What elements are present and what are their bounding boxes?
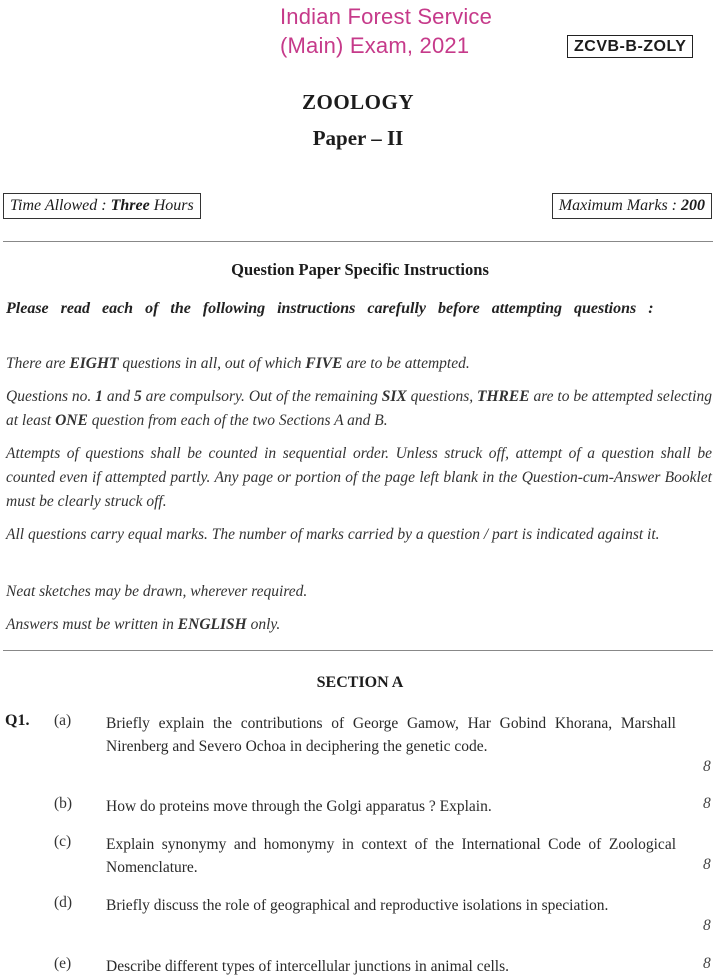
instr-text: questions, — [406, 388, 477, 405]
instr-text: and — [102, 388, 134, 405]
instr-text: questions in all, out of which — [118, 355, 306, 372]
paper-title: Paper – II — [312, 126, 404, 150]
max-marks-box — [552, 193, 712, 219]
subject-title: ZOOLOGY — [301, 90, 415, 114]
instructions-intro: Please read each of the following instructions carefully before attempting questions : — [6, 300, 654, 317]
instr-emph: THREE — [477, 388, 530, 405]
instruction-1 — [6, 352, 712, 376]
question-number: Q1. — [5, 712, 30, 729]
part-marks: 8 — [703, 955, 711, 972]
part-text: Briefly discuss the role of geographical and reproductive isolations in speciation. — [106, 897, 609, 914]
part-text: How do proteins move through the Golgi apparatus ? Explain. — [106, 798, 492, 815]
instruction-6 — [6, 613, 712, 637]
instr-emph: SIX — [381, 388, 407, 405]
instruction-3: Attempts of questions shall be counted in sequential order. Unless struck off, attempt of a question shall be counted even if attempted partly. Any page or portion of the page left blank in the Question-cum-Answer Booklet must be clearly struck off. — [6, 445, 712, 510]
instr-emph: 5 — [133, 388, 142, 405]
instr-emph: 1 — [95, 388, 103, 405]
instr-text: are to be attempted selecting at least — [6, 388, 712, 429]
part-marks: 8 — [703, 795, 711, 812]
time-allowed-unit: Hours — [153, 197, 194, 214]
instruction-4: All questions carry equal marks. The number of marks carried by a question / part is indicated against it. — [6, 526, 660, 543]
instr-text: Answers must be written in — [6, 616, 178, 633]
exam-stamp — [280, 2, 492, 60]
instr-text: only. — [246, 616, 281, 633]
part-marks: 8 — [703, 758, 711, 775]
max-marks-value: 200 — [681, 197, 705, 214]
paper-code: ZCVB-B-ZOLY — [567, 35, 693, 58]
max-marks-label: Maximum Marks : — [558, 197, 677, 214]
part-marks: 8 — [703, 917, 711, 934]
part-text: Describe different types of intercellular junctions in animal cells. — [106, 958, 510, 975]
instr-emph: ONE — [55, 412, 88, 429]
divider-top — [3, 241, 713, 242]
part-text: Explain synonymy and homonymy in context of the International Code of Zoological Nomenclature. — [106, 836, 676, 876]
instr-text: are compulsory. Out of the remaining — [141, 388, 382, 405]
divider-bottom — [3, 650, 713, 651]
instr-emph: FIVE — [305, 355, 343, 372]
part-label: (c) — [54, 833, 72, 850]
part-label: (d) — [54, 894, 73, 911]
instr-emph: EIGHT — [69, 355, 119, 372]
part-label: (e) — [54, 955, 72, 972]
part-marks: 8 — [703, 856, 711, 873]
part-label: (b) — [54, 795, 73, 812]
instructions-heading: Question Paper Specific Instructions — [231, 260, 489, 279]
instruction-2 — [6, 385, 712, 433]
part-label: (a) — [54, 712, 72, 729]
section-heading: SECTION A — [316, 674, 404, 691]
part-text: Briefly explain the contributions of George Gamow, Har Gobind Khorana, Marshall Nirenberg and Severo Ochoa in deciphering the genetic code. — [106, 715, 676, 755]
time-allowed-label: Time Allowed : — [10, 197, 107, 214]
instr-text: are to be attempted. — [342, 355, 470, 372]
time-allowed-box — [3, 193, 201, 219]
instr-text: Questions no. — [6, 388, 96, 405]
stamp-line-1: Indian Forest Service — [280, 4, 493, 29]
instr-emph: ENGLISH — [177, 616, 247, 633]
instruction-5: Neat sketches may be drawn, wherever required. — [6, 583, 308, 600]
instr-text: There are — [6, 355, 70, 372]
stamp-line-2: (Main) Exam, 2021 — [280, 33, 470, 58]
instr-text: question from each of the two Sections A and B. — [87, 412, 388, 429]
time-allowed-value: Three — [110, 197, 150, 214]
